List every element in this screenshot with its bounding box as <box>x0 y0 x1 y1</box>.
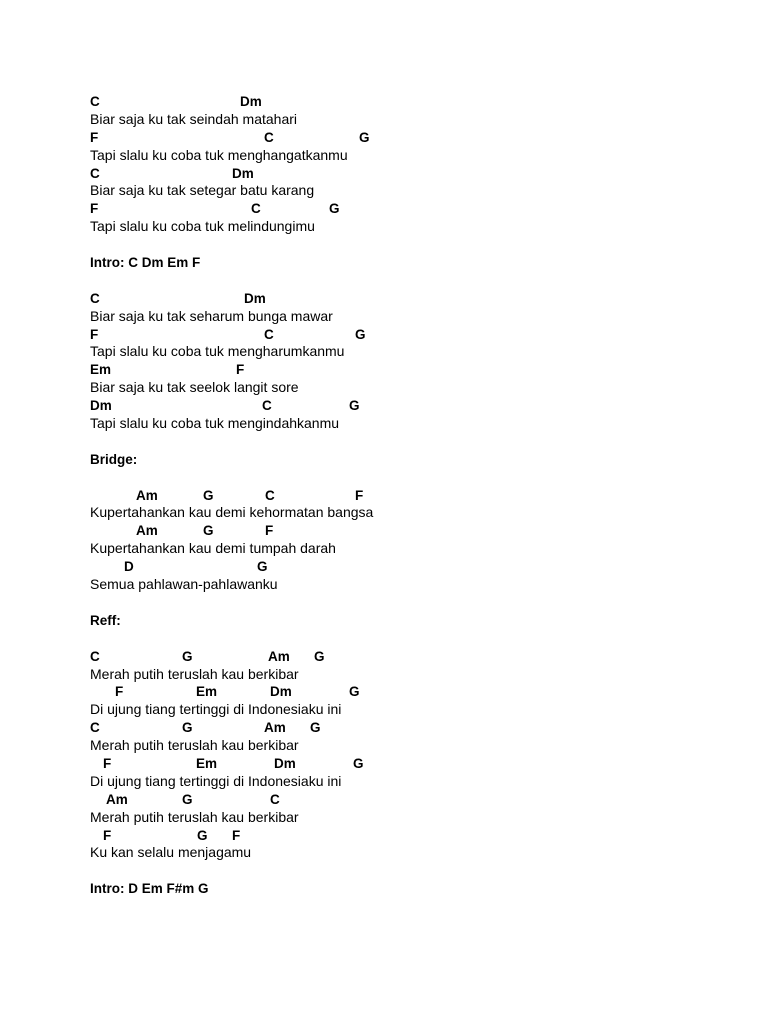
lyric-text: Ku kan selalu menjagamu <box>90 844 252 861</box>
chord-symbol: Am <box>268 648 290 664</box>
chord-line <box>90 719 730 737</box>
chord-symbol: Am <box>136 523 158 539</box>
chord-symbol: G <box>203 523 214 539</box>
chord-symbol: Am <box>264 720 286 736</box>
lyric-text: Tapi slalu ku coba tuk menghangatkanmu <box>90 146 348 163</box>
chord-line <box>90 165 730 183</box>
lyric-text: Tapi slalu ku coba tuk mengindahkanmu <box>90 415 340 432</box>
chord-symbol: C <box>90 648 100 664</box>
chord-line <box>90 129 730 147</box>
lyric-text: Biar saja ku tak seindah matahari <box>90 110 297 127</box>
lyric-line <box>90 737 730 755</box>
chord-symbol: Am <box>136 487 158 503</box>
chord-symbol: Em <box>196 684 218 700</box>
chord-symbol: G <box>310 720 321 736</box>
chord-symbol: C <box>270 791 280 807</box>
chord-symbol: G <box>182 791 193 807</box>
chord-symbol: Dm <box>232 165 254 181</box>
chord-symbol: C <box>264 129 274 145</box>
section-heading-text: Intro: D Em F#m G <box>90 881 209 897</box>
chord-symbol: G <box>355 326 366 342</box>
chord-symbol: F <box>90 129 99 145</box>
chord-symbol: G <box>182 720 193 736</box>
chord-symbol: G <box>203 487 214 503</box>
chord-symbol: Dm <box>240 94 262 109</box>
chord-symbol: C <box>90 94 100 109</box>
lyric-line <box>90 308 730 326</box>
chord-symbol: Em <box>90 362 112 378</box>
chord-sheet <box>90 93 730 898</box>
lyric-text: Tapi slalu ku coba tuk melindungimu <box>90 218 315 235</box>
lyric-line <box>90 701 730 719</box>
lyric-text: Biar saja ku tak seelok langit sore <box>90 379 299 396</box>
chord-line <box>90 755 730 773</box>
chord-symbol: Am <box>106 791 128 807</box>
chord-line <box>90 791 730 809</box>
lyric-text: Merah putih teruslah kau berkibar <box>90 665 299 682</box>
chord-line <box>90 326 730 344</box>
lyric-line <box>90 773 730 791</box>
lyric-line <box>90 415 730 433</box>
chord-symbol: F <box>90 201 99 217</box>
blank-line <box>90 272 730 290</box>
section-heading-text: Intro: C Dm Em F <box>90 255 201 271</box>
chord-symbol: Dm <box>90 398 112 414</box>
chord-symbol: C <box>264 326 274 342</box>
chord-symbol: C <box>90 290 100 306</box>
lyric-text: Tapi slalu ku coba tuk mengharumkanmu <box>90 343 345 360</box>
lyric-text: Merah putih teruslah kau berkibar <box>90 808 299 825</box>
chord-symbol: C <box>251 201 261 217</box>
section-heading <box>90 451 730 469</box>
chord-symbol: Dm <box>274 755 296 771</box>
chord-symbol: F <box>90 326 99 342</box>
chord-symbol: G <box>359 129 370 145</box>
chord-symbol: G <box>197 827 208 843</box>
chord-symbol: G <box>349 398 360 414</box>
lyric-line <box>90 147 730 165</box>
lyric-line <box>90 666 730 684</box>
chord-symbol: F <box>355 487 364 503</box>
section-heading <box>90 880 730 898</box>
chord-line <box>90 558 730 576</box>
lyric-line <box>90 218 730 236</box>
section-heading <box>90 254 730 272</box>
chord-line <box>90 361 730 379</box>
lyric-text: Kupertahankan kau demi kehormatan bangsa <box>90 504 374 521</box>
chord-symbol: Dm <box>270 684 292 700</box>
lyric-text: Kupertahankan kau demi tumpah darah <box>90 540 336 557</box>
lyric-text: Biar saja ku tak setegar batu karang <box>90 182 315 199</box>
chord-line <box>90 683 730 701</box>
lyric-line <box>90 343 730 361</box>
lyric-line <box>90 111 730 129</box>
chord-symbol: G <box>314 648 325 664</box>
blank-line <box>90 236 730 254</box>
blank-line <box>90 630 730 648</box>
chord-symbol: G <box>353 755 364 771</box>
chord-symbol: F <box>236 362 245 378</box>
chord-line <box>90 93 730 111</box>
lyric-text: Semua pahlawan-pahlawanku <box>90 576 278 593</box>
chord-symbol: D <box>124 559 134 575</box>
chord-symbol: C <box>90 165 100 181</box>
blank-line <box>90 469 730 487</box>
chord-line <box>90 827 730 845</box>
section-heading <box>90 612 730 630</box>
blank-line <box>90 433 730 451</box>
blank-line <box>90 594 730 612</box>
chord-symbol: F <box>103 755 112 771</box>
chord-symbol: C <box>265 487 275 503</box>
lyric-line <box>90 844 730 862</box>
lyric-line <box>90 182 730 200</box>
chord-symbol: G <box>182 648 193 664</box>
section-heading-text: Reff: <box>90 612 121 628</box>
lyric-text: Di ujung tiang tertinggi di Indonesiaku ini <box>90 772 342 789</box>
lyric-line <box>90 576 730 594</box>
chord-line <box>90 200 730 218</box>
lyric-text: Merah putih teruslah kau berkibar <box>90 737 299 754</box>
chord-symbol: F <box>232 827 241 843</box>
chord-symbol: G <box>349 684 360 700</box>
chord-symbol: C <box>90 720 100 736</box>
lyric-line <box>90 540 730 558</box>
blank-line <box>90 862 730 880</box>
lyric-line <box>90 504 730 522</box>
chord-symbol: C <box>262 398 272 414</box>
section-heading-text: Bridge: <box>90 451 138 467</box>
chord-symbol: F <box>115 684 124 700</box>
chord-line <box>90 487 730 505</box>
chord-symbol: F <box>103 827 112 843</box>
lyric-line <box>90 809 730 827</box>
chord-symbol: G <box>257 559 268 575</box>
chord-symbol: Em <box>196 755 218 771</box>
chord-line <box>90 290 730 308</box>
lyric-text: Di ujung tiang tertinggi di Indonesiaku ini <box>90 701 342 718</box>
chord-symbol: G <box>329 201 340 217</box>
chord-symbol: Dm <box>244 290 266 306</box>
chord-symbol: F <box>265 523 274 539</box>
chord-line <box>90 397 730 415</box>
lyric-text: Biar saja ku tak seharum bunga mawar <box>90 307 333 324</box>
chord-line <box>90 648 730 666</box>
lyric-line <box>90 379 730 397</box>
chord-line <box>90 522 730 540</box>
